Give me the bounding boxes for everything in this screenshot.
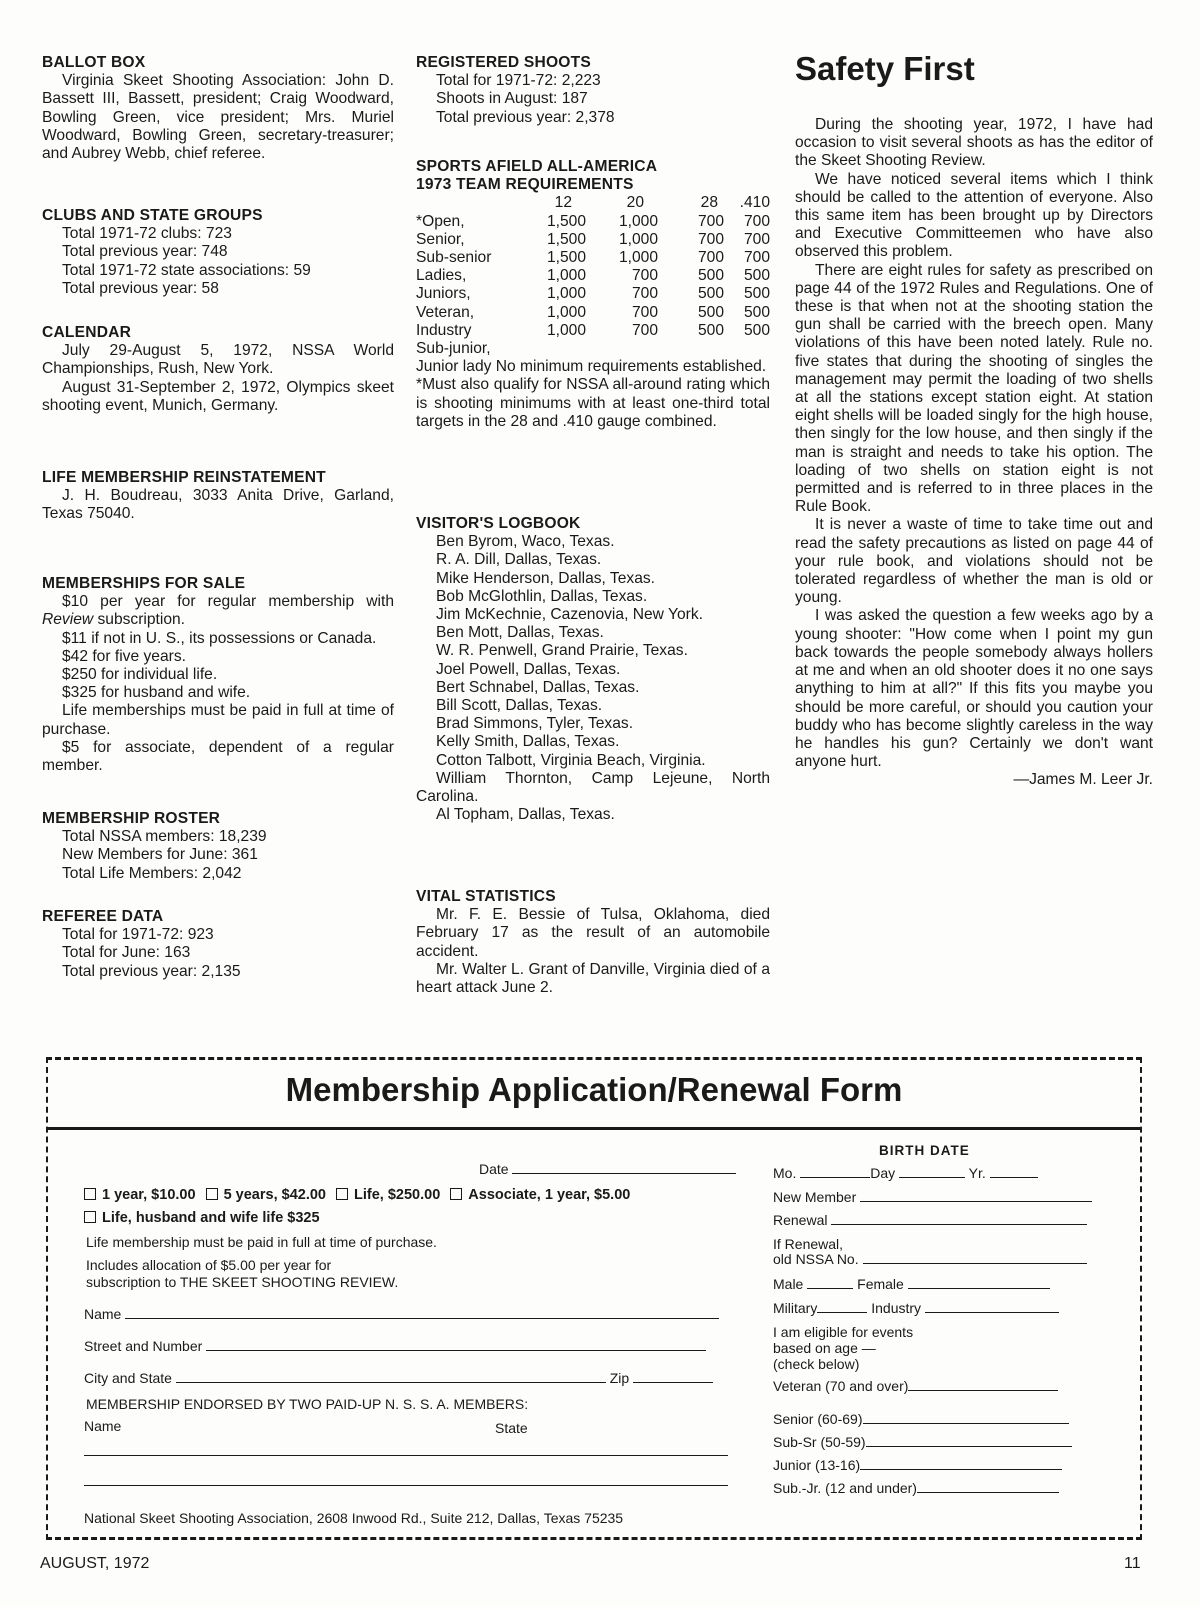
referee-line: Total for June: 163 <box>62 944 191 962</box>
visitor-entry: Bill Scott, Dallas, Texas. <box>436 697 603 715</box>
article-paragraph: There are eight rules for safety as prescribed on page 44 of the 1972 Rules and Regulations. One of these is that when not at the shooting station the gun shall be carried with the breech open. Many violations of this have been noted lately. Rule no. five states that during the shooting of singles the management may permit the loading of two shells at all the stations except station eight. At station eight shells will be loaded singly for the high house, then singly for the low house, and then singly if the man is straight and needs to take his option. The loading of two shells on station eight is not permitted and is referred to in three places in the Rule Book. <box>795 261 1153 516</box>
roster-line: Total NSSA members: 18,239 <box>62 828 267 846</box>
table-col-header: .410 <box>739 194 770 212</box>
subsr-label: Sub-Sr (50-59) <box>773 1434 866 1450</box>
visitor-entry: Cotton Talbott, Virginia Beach, Virginia. <box>436 751 706 769</box>
all-america-heading: SPORTS AFIELD ALL-AMERICA <box>416 158 658 175</box>
eligible-text-2: based on age — <box>773 1340 876 1356</box>
clubs-line: Total 1971-72 state associations: 59 <box>62 261 311 279</box>
registered-heading: REGISTERED SHOOTS <box>416 54 591 71</box>
article-paragraph: It is never a waste of time to take time out and read the safety precautions as listed on page 44 of your rule book, and violations should not be tolerated regardless of whether the man is old or young. <box>795 516 1153 607</box>
row-label: *Open, <box>416 212 465 230</box>
all-america-subheading: 1973 TEAM REQUIREMENTS <box>416 176 634 194</box>
visitor-entry: Kelly Smith, Dallas, Texas. <box>436 733 620 751</box>
industry-field[interactable] <box>925 1300 1059 1313</box>
roster-line: Total Life Members: 2,042 <box>62 864 242 882</box>
article-paragraph: I was asked the question a few weeks ago by a young shooter: "How come when I point my gun back towards the people somebody always hollers at me and when an old shooter does it no one says anything to him at all?" If this fits you maybe you should be more careful, or should you caution your buddy who has become slightly careless in the way he handles his gun? Certainly we don't want anyone hurt. <box>795 607 1153 771</box>
memberships-sale-heading: MEMBERSHIPS FOR SALE <box>42 575 246 592</box>
table-col-header: 20 <box>626 194 644 212</box>
life-reinstatement-heading: LIFE MEMBERSHIP REINSTATEMENT <box>42 469 326 486</box>
ballot-box-text: Virginia Skeet Shooting Association: John D. Bassett III, Bassett, president; Craig Woodward, Bowling Green, vice president; Mrs. Muriel Woodward, Bowling Green, secretary-treasurer; and Aubrey Webb, chief referee. <box>42 72 394 163</box>
option-label: 1 year, $10.00 <box>102 1187 196 1203</box>
junior-lady-text: Junior lady No minimum requirements established. <box>416 358 767 376</box>
roster-line: New Members for June: 361 <box>62 846 258 864</box>
table-cell: 700 <box>743 230 770 248</box>
subsr-row <box>773 1434 1072 1450</box>
new-member-field[interactable] <box>860 1189 1092 1202</box>
endorser-1-field[interactable] <box>84 1455 728 1456</box>
yr-label: Yr. <box>968 1165 986 1181</box>
mo-label: Mo. <box>773 1165 797 1181</box>
row-label: Senior, <box>416 230 465 248</box>
checkbox-associate[interactable] <box>450 1188 462 1200</box>
memberships-sale-item: $11 if not in U. S., its possessions or Canada. <box>62 629 377 647</box>
roster-section <box>42 810 394 883</box>
visitor-entry: Brad Simmons, Tyler, Texas. <box>436 715 634 733</box>
table-header-row <box>416 194 770 212</box>
article-paragraph: We have noticed several items which I think should be called to the attention of everyone. Also this same item has been brought up by Directors and Executive Committeemen who have also observed this problem. <box>795 170 1153 261</box>
sale-item-text: subscription. <box>93 611 186 629</box>
birth-date-row <box>773 1165 1038 1181</box>
day-field[interactable] <box>899 1165 965 1178</box>
subjr-row <box>773 1480 1059 1496</box>
clubs-heading: CLUBS AND STATE GROUPS <box>42 207 263 224</box>
clubs-section <box>42 207 394 298</box>
registered-line: Shoots in August: 187 <box>436 90 588 108</box>
checkbox-husband-wife[interactable] <box>84 1211 96 1223</box>
visitors-heading: VISITOR'S LOGBOOK <box>416 515 581 532</box>
male-field[interactable] <box>807 1276 853 1289</box>
option-label: Associate, 1 year, $5.00 <box>468 1187 631 1203</box>
street-field[interactable] <box>206 1338 706 1351</box>
life-reinstatement-text: J. H. Boudreau, 3033 Anita Drive, Garland, Texas 75040. <box>42 487 394 523</box>
table-cell: 1,000 <box>546 321 586 339</box>
table-cell: 1,000 <box>618 249 658 267</box>
registered-section <box>416 54 770 127</box>
requirements-note: *Must also qualify for NSSA all-around rating which is shooting minimums with at least one-third total targets in the 28 and .410 gauge combined. <box>416 376 770 430</box>
table-cell: 700 <box>697 212 724 230</box>
safety-article <box>795 116 1153 790</box>
table-row <box>416 322 770 340</box>
endorser-2-field[interactable] <box>84 1485 728 1486</box>
referee-line: Total previous year: 2,135 <box>62 962 241 980</box>
table-cell: 500 <box>697 321 724 339</box>
row-label: Industry <box>416 321 472 339</box>
old-no-row <box>773 1251 1087 1267</box>
table-cell: 500 <box>697 285 724 303</box>
new-member-label: New Member <box>773 1189 857 1205</box>
clubs-line: Total previous year: 58 <box>62 279 219 297</box>
memberships-sale-item: $325 for husband and wife. <box>62 684 251 702</box>
old-no-label: old NSSA No. <box>773 1251 859 1267</box>
street-label: Street and Number <box>84 1338 203 1354</box>
life-reinstatement-section <box>42 469 394 524</box>
visitor-entry: Joel Powell, Dallas, Texas. <box>436 660 621 678</box>
birth-date-heading: BIRTH DATE <box>879 1143 970 1158</box>
row-label: Juniors, <box>416 285 471 303</box>
table-cell: 500 <box>743 303 770 321</box>
vital-heading: VITAL STATISTICS <box>416 888 556 905</box>
registered-line: Total for 1971-72: 2,223 <box>436 72 601 90</box>
renewal-field[interactable] <box>831 1212 1087 1225</box>
veteran-row <box>773 1378 1058 1394</box>
clubs-line: Total 1971-72 clubs: 723 <box>62 225 232 243</box>
status-row <box>773 1300 1059 1316</box>
date-field[interactable] <box>512 1161 736 1174</box>
page-number: 11 <box>1124 1555 1141 1572</box>
day-label: Day <box>870 1165 896 1181</box>
subjr-field[interactable] <box>917 1480 1059 1493</box>
review-title: Review <box>42 611 94 629</box>
date-row <box>479 1161 736 1177</box>
option-label: Life, husband and wife life $325 <box>102 1210 320 1226</box>
form-border-bottom <box>46 1537 1142 1540</box>
male-label: Male <box>773 1276 804 1292</box>
memberships-sale-item: $42 for five years. <box>62 647 186 665</box>
family-option-row <box>84 1210 320 1226</box>
industry-label: Industry <box>871 1300 922 1316</box>
calendar-item: July 29-August 5, 1972, NSSA World Championships, Rush, New York. <box>42 342 394 378</box>
table-row <box>416 304 770 322</box>
female-field[interactable] <box>908 1276 1050 1289</box>
visitor-entry: Bert Schnabel, Dallas, Texas. <box>436 678 640 696</box>
junior-row <box>773 1457 1062 1473</box>
clubs-line: Total previous year: 748 <box>62 243 228 261</box>
table-cell: 500 <box>743 285 770 303</box>
requirements-table <box>416 194 770 340</box>
ballot-box-heading: BALLOT BOX <box>42 54 146 71</box>
senior-row <box>773 1411 1069 1427</box>
referee-line: Total for 1971-72: 923 <box>62 926 214 944</box>
city-field[interactable] <box>176 1370 606 1383</box>
visitor-entry: Jim McKechnie, Cazenovia, New York. <box>436 606 703 624</box>
ballot-box-section <box>42 54 394 163</box>
form-divider <box>46 1127 1142 1130</box>
table-row <box>416 231 770 249</box>
row-label: Veteran, <box>416 303 475 321</box>
visitor-entry: William Thornton, Camp Lejeune, North Carolina. <box>416 769 770 806</box>
memberships-sale-item: Life memberships must be paid in full at time of purchase. <box>42 702 394 738</box>
table-cell: 700 <box>631 303 658 321</box>
safety-title: Safety First <box>795 50 975 87</box>
subjunior-label: Sub-junior, <box>416 340 491 358</box>
option-label: Life, $250.00 <box>354 1187 441 1203</box>
table-cell: 700 <box>697 230 724 248</box>
visitor-entry: Al Topham, Dallas, Texas. <box>436 806 615 824</box>
visitor-entry: Mike Henderson, Dallas, Texas. <box>436 569 655 587</box>
table-cell: 1,000 <box>546 267 586 285</box>
table-row <box>416 267 770 285</box>
checkbox-5-years[interactable] <box>206 1188 218 1200</box>
visitor-entry: Ben Mott, Dallas, Texas. <box>436 624 604 642</box>
street-row <box>84 1338 706 1354</box>
city-row <box>84 1370 713 1386</box>
vital-item: Mr. Walter L. Grant of Danville, Virginia died of a heart attack June 2. <box>416 960 770 997</box>
row-label: Ladies, <box>416 267 467 285</box>
right-column <box>795 50 1153 790</box>
roster-heading: MEMBERSHIP ROSTER <box>42 810 221 827</box>
name-row <box>84 1306 719 1322</box>
calendar-heading: CALENDAR <box>42 324 132 341</box>
month-field[interactable] <box>800 1165 870 1178</box>
renewal-label: Renewal <box>773 1212 828 1228</box>
female-label: Female <box>857 1276 904 1292</box>
memberships-sale-item: $250 for individual life. <box>62 666 218 684</box>
form-border-top <box>46 1057 1142 1060</box>
old-no-field[interactable] <box>863 1251 1087 1264</box>
senior-label: Senior (60-69) <box>773 1411 863 1427</box>
vital-item: Mr. F. E. Bessie of Tulsa, Oklahoma, died February 17 as the result of an automobile accident. <box>416 906 770 960</box>
table-cell: 1,500 <box>546 249 586 267</box>
table-row <box>416 285 770 303</box>
junior-label: Junior (13-16) <box>773 1457 861 1473</box>
if-renewal-label: If Renewal, <box>773 1236 844 1252</box>
referee-heading: REFEREE DATA <box>42 908 164 925</box>
table-cell: 700 <box>631 285 658 303</box>
association-address: National Skeet Shooting Association, 2608 Inwood Rd., Suite 212, Dallas, Texas 75235 <box>84 1510 624 1526</box>
year-field[interactable] <box>990 1165 1038 1178</box>
memberships-sale-item: $5 for associate, dependent of a regular member. <box>42 738 394 775</box>
new-member-row <box>773 1189 1092 1205</box>
table-cell: 1,500 <box>546 212 586 230</box>
name-field[interactable] <box>125 1306 719 1319</box>
table-cell: 1,000 <box>618 230 658 248</box>
zip-field[interactable] <box>633 1370 713 1383</box>
form-title: Membership Application/Renewal Form <box>285 1071 903 1108</box>
endorse-state-label: State <box>495 1420 528 1436</box>
sale-item-text: $10 per year for regular membership with <box>62 593 394 611</box>
footer-date: AUGUST, 1972 <box>40 1555 150 1572</box>
visitor-entry: W. R. Penwell, Grand Prairie, Texas. <box>436 642 688 660</box>
memberships-sale-item <box>42 593 394 629</box>
payment-note: Life membership must be paid in full at time of purchase. <box>86 1234 437 1250</box>
visitors-section <box>416 515 770 824</box>
date-label: Date <box>479 1161 509 1177</box>
endorse-name-label: Name <box>84 1418 122 1434</box>
allocation-note: Includes allocation of $5.00 per year for <box>86 1257 332 1273</box>
eligible-text-1: I am eligible for events <box>773 1324 914 1340</box>
table-cell: 500 <box>743 267 770 285</box>
table-cell: 500 <box>743 321 770 339</box>
table-cell: 700 <box>743 249 770 267</box>
table-col-header: 12 <box>554 194 572 212</box>
checkbox-life[interactable] <box>336 1188 348 1200</box>
visitor-entry: R. A. Dill, Dallas, Texas. <box>436 551 602 569</box>
all-america-section <box>416 158 770 431</box>
table-cell: 1,000 <box>618 212 658 230</box>
calendar-section <box>42 324 394 415</box>
military-label: Military <box>773 1300 818 1316</box>
visitor-entry: Ben Byrom, Waco, Texas. <box>436 533 615 551</box>
table-cell: 700 <box>631 321 658 339</box>
table-row <box>416 213 770 231</box>
name-label: Name <box>84 1306 122 1322</box>
eligible-text-3: (check below) <box>773 1356 860 1372</box>
table-cell: 500 <box>697 303 724 321</box>
veteran-label: Veteran (70 and over) <box>773 1378 909 1394</box>
table-cell: 1,500 <box>546 230 586 248</box>
table-col-header: 28 <box>700 194 718 212</box>
subscription-note: subscription to THE SKEET SHOOTING REVIEW. <box>86 1274 399 1290</box>
military-field[interactable] <box>817 1300 867 1313</box>
city-label: City and State <box>84 1370 172 1386</box>
membership-options-row <box>84 1187 630 1203</box>
veteran-field[interactable] <box>908 1378 1058 1391</box>
table-cell: 700 <box>697 249 724 267</box>
table-row <box>416 249 770 267</box>
option-label: 5 years, $42.00 <box>223 1187 326 1203</box>
endorsed-label: MEMBERSHIP ENDORSED BY TWO PAID-UP N. S. S. A. MEMBERS: <box>86 1396 529 1412</box>
junior-field[interactable] <box>860 1457 1062 1470</box>
row-label: Sub-senior <box>416 249 492 267</box>
registered-line: Total previous year: 2,378 <box>436 108 615 126</box>
membership-form <box>46 1057 1142 1540</box>
calendar-item: August 31-September 2, 1972, Olympics skeet shooting event, Munich, Germany. <box>42 378 394 414</box>
vital-section <box>416 888 770 997</box>
table-cell: 1,000 <box>546 285 586 303</box>
zip-label: Zip <box>609 1370 630 1386</box>
article-signature: —James M. Leer Jr. <box>1013 771 1153 789</box>
subsr-field[interactable] <box>866 1434 1072 1447</box>
table-cell: 1,000 <box>546 303 586 321</box>
memberships-sale-section <box>42 575 394 775</box>
renewal-row <box>773 1212 1087 1228</box>
visitor-entry: Bob McGlothlin, Dallas, Texas. <box>436 587 648 605</box>
article-paragraph: During the shooting year, 1972, I have had occasion to visit several shoots as has the editor of the Skeet Shooting Review. <box>795 116 1153 170</box>
referee-section <box>42 908 394 981</box>
table-cell: 700 <box>631 267 658 285</box>
gender-row <box>773 1276 1050 1292</box>
checkbox-1-year[interactable] <box>84 1188 96 1200</box>
subjr-label: Sub.-Jr. (12 and under) <box>773 1480 917 1496</box>
table-cell: 700 <box>743 212 770 230</box>
table-cell: 500 <box>697 267 724 285</box>
senior-field[interactable] <box>863 1411 1069 1424</box>
